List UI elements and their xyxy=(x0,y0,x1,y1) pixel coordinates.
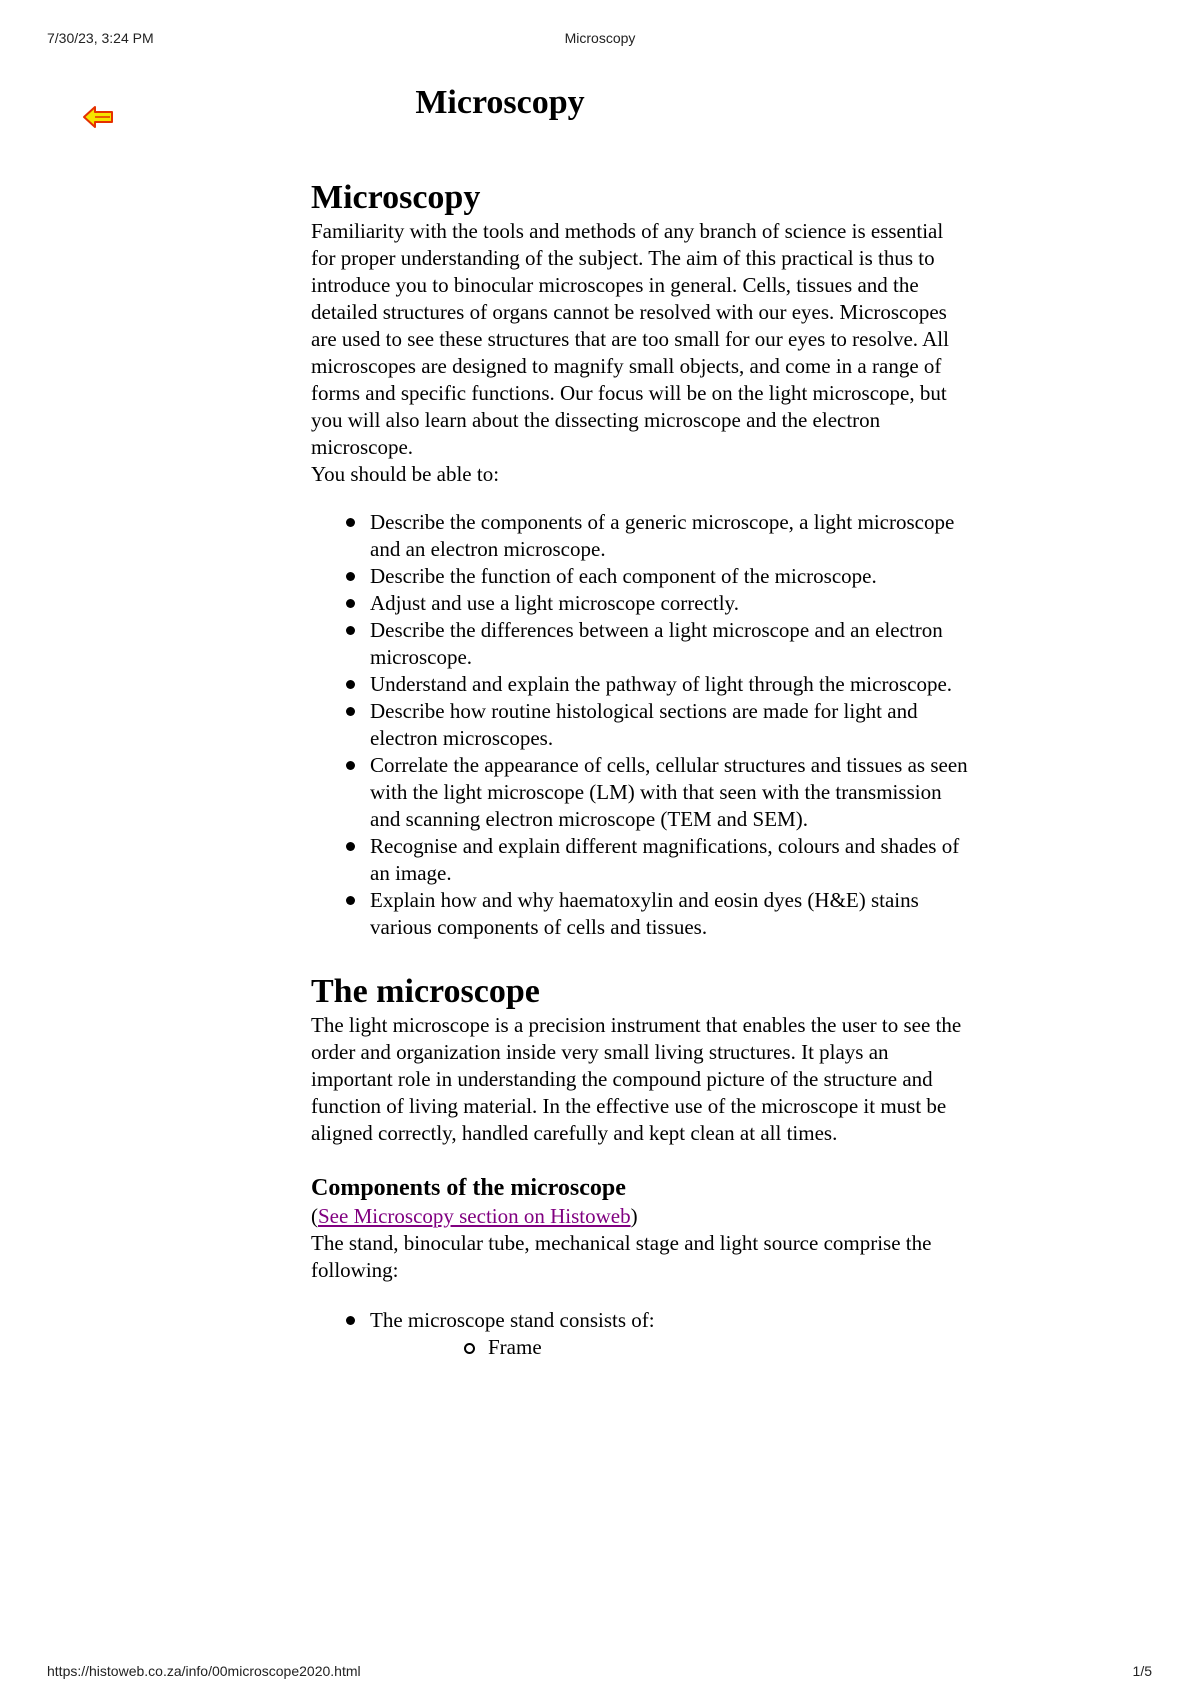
objectives-list xyxy=(311,509,971,941)
list-item: Explain how and why haematoxylin and eosin dyes (H&E) stains various components of cells and tissues. xyxy=(311,887,971,941)
section-heading-the-microscope: The microscope xyxy=(311,973,540,1010)
list-item: The microscope stand consists of: Frame xyxy=(311,1307,971,1361)
microscope-paragraph: The light microscope is a precision instrument that enables the user to see the order and organization inside very small living structures. It plays an important role in understanding the compound picture of the structure and function of living material. In the effective use of the microscope it must be aligned correctly, handled carefully and kept clean at all times. xyxy=(311,1013,962,1145)
list-item: Correlate the appearance of cells, cellular structures and tissues as seen with the light microscope (LM) with that seen with the transmission and scanning electron microscope (TEM and SEM). xyxy=(311,752,971,833)
bullet-icon xyxy=(346,518,355,527)
sub-list-item: Frame xyxy=(370,1334,971,1361)
print-datetime: 7/30/23, 3:24 PM xyxy=(47,30,154,46)
bullet-icon xyxy=(346,842,355,851)
bullet-icon xyxy=(346,572,355,581)
print-header xyxy=(0,30,1200,50)
hollow-bullet-icon xyxy=(464,1343,475,1354)
bullet-icon xyxy=(346,896,355,905)
bullet-icon xyxy=(346,1316,355,1325)
list-item: Describe how routine histological sections are made for light and electron microscopes. xyxy=(311,698,971,752)
list-item: Understand and explain the pathway of light through the microscope. xyxy=(311,671,971,698)
list-item: Describe the function of each component of the microscope. xyxy=(311,563,971,590)
components-sublist xyxy=(370,1334,971,1361)
intro-paragraph: Familiarity with the tools and methods of any branch of science is essential for proper understanding of the subject. The aim of this practical is thus to introduce you to binocular microscopes in general. Cells, tissues and the detailed structures of organs cannot be resolved with our eyes. Microscopes are used to see these structures that are too small for our eyes to resolve. All microscopes are designed to magnify small objects, and come in a range of forms and specific functions. Our focus will be on the light microscope, but you will also learn about the dissecting microscope and the electron microscope. xyxy=(311,219,949,459)
list-item: Describe the components of a generic microscope, a light microscope and an electron microscope. xyxy=(311,509,971,563)
bullet-icon xyxy=(346,680,355,689)
bullet-icon xyxy=(346,707,355,716)
objectives-intro: You should be able to: xyxy=(311,462,500,486)
page-number: 1/5 xyxy=(1132,1663,1152,1679)
bullet-icon xyxy=(346,761,355,770)
components-paragraph: The stand, binocular tube, mechanical stage and light source comprise the following: xyxy=(311,1231,932,1282)
bullet-icon xyxy=(346,626,355,635)
print-url: https://histoweb.co.za/info/00microscope2020.html xyxy=(47,1663,361,1679)
print-page-title: Microscopy xyxy=(564,30,636,46)
components-list xyxy=(311,1307,971,1361)
list-item: Recognise and explain different magnifications, colours and shades of an image. xyxy=(311,833,971,887)
list-item: Describe the differences between a light microscope and an electron microscope. xyxy=(311,617,971,671)
section-heading-components: Components of the microscope xyxy=(311,1175,626,1201)
print-footer xyxy=(0,1663,1200,1683)
list-item: Adjust and use a light microscope correctly. xyxy=(311,590,971,617)
histoweb-link[interactable]: See Microscopy section on Histoweb xyxy=(318,1204,631,1228)
section-heading-microscopy: Microscopy xyxy=(311,179,481,216)
page-title: Microscopy xyxy=(415,84,585,121)
bullet-icon xyxy=(346,599,355,608)
histoweb-link-paragraph: (See Microscopy section on Histoweb) xyxy=(311,1204,638,1228)
main-content xyxy=(311,178,971,1361)
